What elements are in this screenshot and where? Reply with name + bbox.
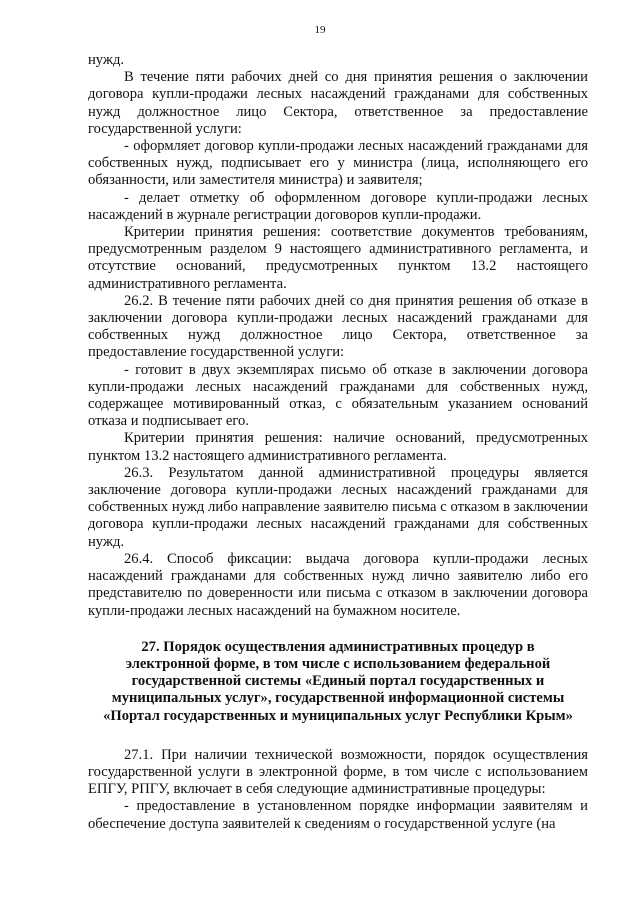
section-title-line: электронной форме, в том числе с использованием федеральной (125, 655, 551, 672)
paragraphs-before-section (88, 52, 588, 620)
paragraph: Критерии принятия решения: соответствие документов требованиям, предусмотренным разделом 9 настоящего административного регламента, и отсутствие оснований, предусмотренных пунктом 13.2 настоящего административного регламента. (88, 224, 588, 292)
section-title-line: «Портал государственных и муниципальных услуг Республики Крым» (103, 707, 573, 724)
paragraph: Критерии принятия решения: наличие оснований, предусмотренных пунктом 13.2 настоящего административного регламента. (88, 430, 588, 464)
paragraph: нужд. (88, 52, 125, 68)
section-title-line: 27. Порядок осуществления административных процедур в (141, 638, 535, 655)
paragraph: 27.1. При наличии технической возможности, порядок осуществления государственной услуги в электронной форме, в том числе с использованием ЕПГУ, РПГУ, включает в себя следующие административные процедуры: (88, 746, 588, 798)
section-title-line: государственной системы «Единый портал государственных и (131, 673, 545, 690)
paragraph: 26.3. Результатом данной административной процедуры является заключение договора купли-продажи лесных насаждений гражданами для собственных нужд либо направление заявителю письма с отказом в заключении договора купли-продажи лесных насаждений гражданами для собственных нужд. (88, 464, 588, 550)
paragraph: 26.4. Способ фиксации: выдача договора купли-продажи лесных насаждений гражданами для собственных нужд лично заявителю либо его представителю по доверенности или письма с отказом в заключении договора купли-продажи лесных насаждений на бумажном носителе. (88, 550, 588, 619)
paragraph: - готовит в двух экземплярах письмо об отказе в заключении договора купли-продажи лесных насаждений гражданами для собственных нужд, содержащее мотивированный отказ, с обязательным указанием оснований отказа и подписывает его. (88, 361, 588, 430)
page-number: 19 (314, 24, 326, 36)
paragraph: - оформляет договор купли-продажи лесных насаждений гражданами для собственных нужд, подписывает его у министра (лица, исполняющего его обязанности, или заместителя министра) и заявителя; (88, 138, 588, 189)
paragraph: - делает отметку об оформленном договоре купли-продажи лесных насаждений в журнале регистрации договоров купли-продажи. (88, 189, 588, 223)
document-body (88, 52, 588, 833)
paragraph: 26.2. В течение пяти рабочих дней со дня принятия решения об отказе в заключении договора купли-продажи лесных насаждений гражданами для собственных нужд должностное лицо Сектора, ответственное за предоставление государственной услуги: (88, 292, 588, 361)
paragraph: - предоставление в установленном порядке информации заявителям и обеспечение доступа заявителей к сведениям о государственной услуге (на (88, 798, 588, 832)
paragraphs-after-section (88, 747, 588, 833)
section-title-line: муниципальных услуг», государственной информационной системы (111, 690, 565, 707)
section-title (88, 639, 588, 725)
paragraph: В течение пяти рабочих дней со дня принятия решения о заключении договора купли-продажи лесных насаждений гражданами для собственных нужд должностное лицо Сектора, ответственное за предоставление государственной услуги: (88, 69, 588, 137)
